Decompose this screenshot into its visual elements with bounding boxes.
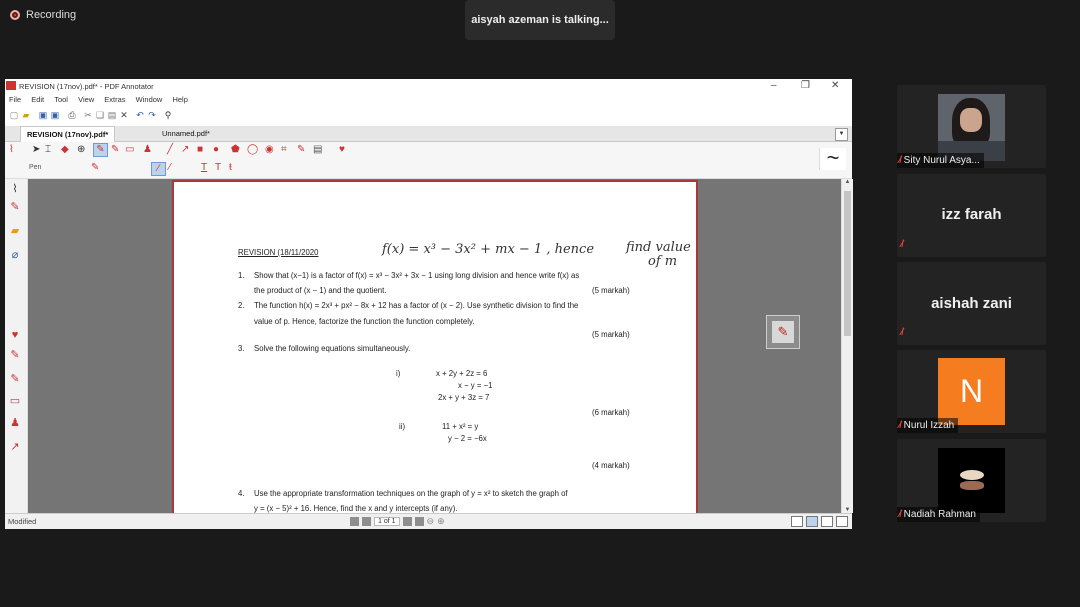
scroll-down-icon[interactable]: ▼	[844, 507, 851, 513]
delete-icon[interactable]: ✕	[120, 110, 128, 120]
participant-name-large: izz farah	[941, 206, 1002, 223]
attachment-icon[interactable]: ⌀	[11, 249, 19, 261]
insert-page-icon[interactable]: ▤	[313, 144, 323, 155]
participant-tile-aishah[interactable]	[897, 262, 1046, 345]
favorite-heart-icon[interactable]: ♥	[11, 329, 19, 341]
pen-style-icon[interactable]: ⁄	[151, 162, 166, 176]
forward-icon[interactable]: ⊕	[437, 516, 445, 526]
q1-number: 1.	[238, 271, 245, 280]
sticky-note-annotation[interactable]	[766, 315, 800, 349]
participant-tile-izz[interactable]	[897, 174, 1046, 257]
document-viewport[interactable]	[28, 179, 841, 513]
print-icon[interactable]: ⎙	[68, 110, 76, 120]
text-strike-icon[interactable]: T	[215, 162, 222, 173]
find-icon[interactable]: ⚲	[164, 110, 172, 120]
menu-edit[interactable]: Edit	[31, 95, 45, 104]
sticky-note-icon: ✎	[772, 321, 794, 343]
new-icon[interactable]: ▢	[9, 110, 19, 120]
participant-tile-nurul[interactable]	[897, 350, 1046, 433]
mic-muted-icon: ⁄̸	[901, 327, 903, 338]
menu-window[interactable]: Window	[135, 95, 163, 104]
q3ii-marks: (4 markah)	[592, 461, 630, 470]
grid-view-button[interactable]	[836, 516, 848, 527]
first-page-button[interactable]	[350, 517, 359, 526]
q3i-equation2: x − y = −1	[458, 381, 493, 390]
tab-revision[interactable]: REVISION (17nov).pdf*	[20, 126, 115, 142]
pdf-page[interactable]	[172, 180, 698, 513]
copy-icon[interactable]: ❏	[95, 110, 105, 120]
participant-avatar: N	[938, 358, 1005, 425]
side-pen-icon[interactable]: ✎	[10, 201, 20, 213]
participant-profile-image	[938, 448, 1005, 513]
pen-label: Pen	[29, 164, 42, 171]
status-text: Modified	[8, 517, 37, 526]
q3i-equation3: 2x + y + 3z = 7	[438, 393, 490, 402]
back-icon[interactable]: ⊖	[426, 516, 435, 526]
two-page-view-button[interactable]	[821, 516, 833, 527]
menu-view[interactable]: View	[78, 95, 95, 104]
participant-tile-nadiah[interactable]	[897, 439, 1046, 522]
q4-text-line1: Use the appropriate transformation techniques on the graph of y = x² to sketch the graph of	[254, 489, 568, 498]
q3ii-equation2: y − 2 = −6x	[448, 434, 487, 443]
eraser-icon[interactable]: ◆	[61, 144, 69, 155]
line-icon[interactable]: ╱	[167, 144, 174, 155]
smoothing-icon[interactable]: ~	[819, 148, 846, 170]
highlighter-icon[interactable]: ✎	[111, 144, 120, 155]
text-underline-icon[interactable]: T	[201, 162, 208, 173]
redo-icon[interactable]: ↷	[148, 110, 156, 120]
mic-muted-icon: ⁄̸	[899, 420, 901, 431]
select-tool-icon[interactable]: ➤	[32, 144, 41, 155]
view-mode-buttons	[791, 516, 848, 527]
edit-icon[interactable]: ✎	[297, 144, 306, 155]
restore-button[interactable]: ❐	[801, 80, 810, 91]
handwritten-note-find: find value	[626, 240, 691, 255]
participant-face	[960, 108, 982, 132]
ellipse-icon[interactable]: ●	[213, 144, 220, 155]
pdf-annotator-window	[5, 79, 852, 528]
pen-tool-marker-icon[interactable]: ⌇	[9, 144, 14, 155]
active-speaker-banner: aisyah azeman is talking...	[465, 0, 615, 40]
q4-text-line2: y = (x − 5)² + 16. Hence, find the x and y intercepts (if any).	[254, 504, 458, 513]
profile-mask-top	[960, 470, 984, 480]
document-tabs	[5, 126, 852, 142]
scroll-tool-icon[interactable]: ⌇	[12, 183, 18, 195]
q2-number: 2.	[238, 301, 245, 310]
participant-tile-sity[interactable]	[897, 85, 1046, 168]
save-as-icon[interactable]: ▣	[50, 110, 60, 120]
participant-video	[938, 94, 1005, 161]
q2-text-line1: The function h(x) = 2x³ + px² − 8x + 12 has a factor of (x − 2). Use synthetic division to find the	[254, 301, 579, 310]
q3i-marks: (6 markah)	[592, 408, 630, 417]
participant-name-large: aishah zani	[931, 295, 1012, 312]
recording-label: Recording	[26, 9, 77, 21]
handwritten-equation: f(x) = x³ − 3x² + mx − 1 , hence	[382, 242, 595, 257]
save-icon[interactable]: ▣	[38, 110, 48, 120]
side-textbox-icon[interactable]: ▭	[9, 395, 21, 407]
q3-text-line1: Solve the following equations simultaneously.	[254, 344, 411, 353]
q3i-label: i)	[396, 369, 401, 378]
menu-bar	[5, 95, 852, 107]
single-page-view-button[interactable]	[791, 516, 803, 527]
pen-tool-icon[interactable]: ✎	[93, 143, 108, 157]
side-arrow-icon[interactable]: ↗	[10, 441, 20, 453]
title-bar	[5, 79, 852, 93]
textbox-icon[interactable]: ▭	[125, 144, 135, 155]
scroll-up-icon[interactable]: ▲	[844, 179, 851, 185]
menu-extras[interactable]: Extras	[104, 95, 126, 104]
handwritten-note-m: of m	[648, 254, 678, 269]
tab-list-dropdown[interactable]: ▼	[835, 128, 848, 141]
q2-marks: (5 markah)	[592, 330, 630, 339]
page-indicator[interactable]: 1 of 1	[374, 517, 400, 526]
continuous-view-button[interactable]	[806, 516, 818, 527]
q3-number: 3.	[238, 344, 245, 353]
participant-name: Nadiah Rahman	[903, 509, 976, 520]
q2-text-line2: value of p. Hence, factorize the function the function completely.	[254, 317, 475, 326]
app-icon	[6, 81, 16, 90]
stamp-icon[interactable]: ♟	[143, 144, 152, 155]
cut-icon[interactable]: ✂	[84, 110, 92, 120]
left-tool-sidebar	[5, 179, 28, 513]
vertical-scrollbar[interactable]	[841, 179, 853, 513]
q3i-equation1: x + 2y + 2z = 6	[436, 369, 488, 378]
window-title: REVISION (17nov).pdf* - PDF Annotator	[19, 82, 154, 91]
q3ii-equation1: 11 + x² = y	[442, 422, 479, 431]
recording-dot-icon	[10, 10, 20, 20]
side-highlighter-icon[interactable]: ✎	[10, 349, 20, 361]
camera-icon[interactable]: ◉	[265, 144, 274, 155]
text-select-icon[interactable]: ⌶	[45, 144, 51, 155]
participant-name-bar	[897, 507, 980, 522]
last-page-button[interactable]	[415, 517, 424, 526]
menu-tool[interactable]: Tool	[54, 95, 68, 104]
mic-muted-icon: ⁄̸	[899, 155, 901, 166]
arrow-icon[interactable]: ↗	[181, 144, 190, 155]
rectangle-icon[interactable]: ■	[197, 144, 204, 155]
q4-number: 4.	[238, 489, 245, 498]
q1-text-line2: the product of (x − 1) and the quotient.	[254, 286, 387, 295]
annotation-toolbar	[5, 142, 852, 179]
next-page-button[interactable]	[403, 517, 412, 526]
recording-indicator[interactable]	[10, 9, 76, 21]
mic-muted-icon: ⁄̸	[899, 509, 901, 520]
q1-text-line1: Show that (x−1) is a factor of f(x) = x³ − 3x² + 3x − 1 using long division and hence write f(x) as	[254, 271, 580, 280]
mic-muted-icon: ⁄̸	[901, 239, 903, 250]
side-marker-icon[interactable]: ✎	[10, 373, 20, 385]
favorites-icon[interactable]: ♥	[339, 144, 345, 155]
participant-name: Sity Nurul Asya...	[903, 155, 980, 166]
open-icon[interactable]: ▰	[22, 110, 30, 120]
participant-name-bar	[897, 418, 958, 433]
close-button[interactable]: ✕	[831, 80, 840, 91]
undo-icon[interactable]: ↶	[136, 110, 144, 120]
tab-unnamed[interactable]: Unnamed.pdf*	[162, 129, 210, 138]
crop-icon[interactable]: ⌗	[281, 144, 287, 155]
participant-name: Nurul Izzah	[903, 420, 955, 431]
zoom-icon[interactable]: ⊕	[77, 144, 86, 155]
page-navigation	[350, 516, 445, 527]
status-bar	[5, 513, 852, 529]
prev-page-button[interactable]	[362, 517, 371, 526]
scroll-thumb[interactable]	[844, 191, 851, 336]
menu-file[interactable]: File	[9, 95, 22, 104]
folder-icon[interactable]: ▰	[10, 225, 20, 237]
side-stamp-icon[interactable]: ♟	[10, 417, 20, 429]
menu-help[interactable]: Help	[172, 95, 188, 104]
minimize-button[interactable]: –	[771, 80, 777, 91]
pen-width-icon[interactable]: ⁄	[169, 162, 171, 173]
lasso-icon[interactable]: ◯	[247, 144, 259, 155]
text-insert-icon[interactable]: ŧ	[229, 162, 232, 173]
fill-icon[interactable]: ⬟	[231, 144, 240, 155]
profile-mask-bottom	[960, 481, 984, 490]
paste-icon[interactable]: ▤	[107, 110, 117, 120]
quick-access-toolbar	[5, 109, 852, 123]
doc-heading: REVISION (18/11/2020	[238, 248, 319, 257]
participant-name-bar	[897, 153, 984, 168]
pen-color-icon[interactable]: ✎	[91, 162, 100, 173]
q1-marks: (5 markah)	[592, 286, 630, 295]
q3ii-label: ii)	[399, 422, 406, 431]
